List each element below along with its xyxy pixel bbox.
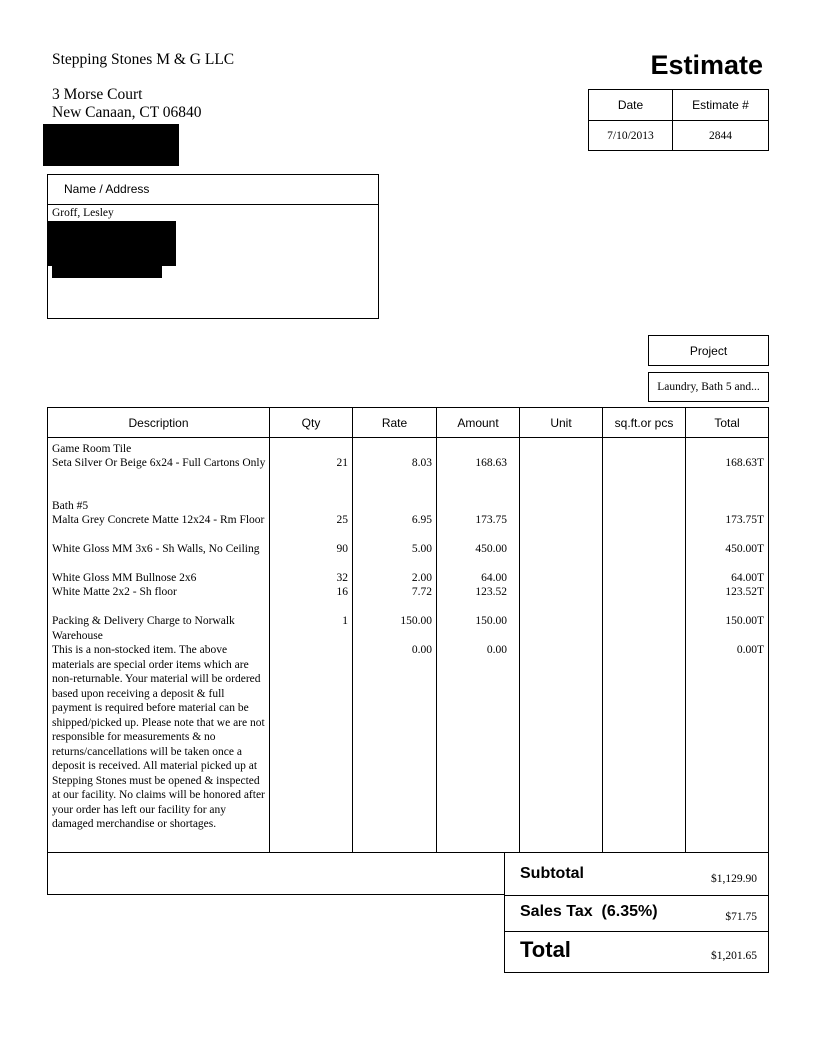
date-label: Date bbox=[617, 98, 644, 112]
header-qty: Qty bbox=[301, 416, 321, 430]
row-total: 123.52T bbox=[725, 586, 764, 598]
row-amount: 450.00 bbox=[475, 543, 507, 555]
row-rate: 150.00 bbox=[400, 615, 432, 627]
row-total: 450.00T bbox=[725, 543, 764, 555]
row-qty: 21 bbox=[336, 457, 348, 469]
row-description: This is a non-stocked item. The above materials are special order items which are non-returnable. Your material will be ordered based upon receiving a deposit & full payment is required before material can be shipped/picked up. Please note that we are not responsible for measurements & no returns/cancellations will be taken once a deposit is received. All material picked up at Stepping Stones must be opened & inspected at our facility. No claims will be honored after your order has left our facility for any damaged merchandise or shortages. bbox=[52, 644, 268, 830]
row-rate: 0.00 bbox=[411, 644, 432, 656]
row-description: White Matte 2x2 - Sh floor bbox=[52, 586, 177, 598]
row-amount: 173.75 bbox=[475, 514, 507, 526]
row-rate: 6.95 bbox=[411, 514, 432, 526]
estimate-number-label: Estimate # bbox=[692, 98, 749, 112]
sales-tax-value: $71.75 bbox=[725, 911, 757, 923]
row-total: 0.00T bbox=[736, 644, 764, 656]
row-total: 168.63T bbox=[725, 457, 764, 469]
row-qty: 1 bbox=[342, 615, 348, 627]
row-description: Bath #5 bbox=[52, 500, 89, 512]
total-value: $1,201.65 bbox=[711, 950, 757, 962]
row-total: 64.00T bbox=[731, 572, 764, 584]
row-amount: 123.52 bbox=[475, 586, 507, 598]
row-total: 150.00T bbox=[725, 615, 764, 627]
row-description: Seta Silver Or Beige 6x24 - Full Cartons Only bbox=[52, 457, 266, 469]
project-label: Project bbox=[648, 335, 769, 366]
footer-blank-box bbox=[47, 852, 505, 895]
subtotal-label: Subtotal bbox=[520, 865, 584, 882]
page-title: Estimate bbox=[650, 50, 763, 80]
row-qty: 25 bbox=[336, 514, 348, 526]
header-unit: Unit bbox=[550, 416, 572, 430]
bill-to-name: Groff, Lesley bbox=[52, 207, 114, 219]
header-sqft: sq.ft.or pcs bbox=[614, 416, 674, 430]
company-address-line1: 3 Morse Court bbox=[52, 86, 143, 103]
row-rate: 8.03 bbox=[411, 457, 432, 469]
header-amount: Amount bbox=[457, 416, 499, 430]
row-amount: 0.00 bbox=[486, 644, 507, 656]
totals-box bbox=[504, 852, 769, 973]
redacted-block bbox=[43, 124, 179, 166]
row-rate: 5.00 bbox=[411, 543, 432, 555]
date-value: 7/10/2013 bbox=[607, 129, 654, 142]
row-description: Malta Grey Concrete Matte 12x24 - Rm Floor bbox=[52, 514, 265, 526]
row-amount: 150.00 bbox=[475, 615, 507, 627]
bill-to-label: Name / Address bbox=[64, 182, 150, 196]
company-name: Stepping Stones M & G LLC bbox=[52, 51, 235, 68]
redacted-block bbox=[52, 264, 162, 278]
estimate-number-value: 2844 bbox=[709, 129, 732, 142]
row-amount: 168.63 bbox=[475, 457, 507, 469]
row-amount: 64.00 bbox=[481, 572, 507, 584]
row-qty: 16 bbox=[336, 586, 348, 598]
row-rate: 7.72 bbox=[411, 586, 432, 598]
header-total: Total bbox=[714, 416, 740, 430]
row-qty: 90 bbox=[336, 543, 348, 555]
total-label: Total bbox=[520, 937, 571, 962]
header-description: Description bbox=[128, 416, 189, 430]
project-value: Laundry, Bath 5 and... bbox=[648, 372, 769, 402]
subtotal-value: $1,129.90 bbox=[711, 873, 757, 885]
row-description: White Gloss MM 3x6 - Sh Walls, No Ceiling bbox=[52, 543, 260, 555]
header-rate: Rate bbox=[381, 416, 408, 430]
redacted-block bbox=[48, 221, 176, 266]
row-description: White Gloss MM Bullnose 2x6 bbox=[52, 572, 197, 584]
row-description: Packing & Delivery Charge to Norwalk Warehouse bbox=[52, 615, 238, 642]
row-qty: 32 bbox=[336, 572, 348, 584]
row-description: Game Room Tile bbox=[52, 443, 132, 455]
sales-tax-label: Sales Tax (6.35%) bbox=[520, 903, 658, 920]
row-rate: 2.00 bbox=[411, 572, 432, 584]
row-total: 173.75T bbox=[725, 514, 764, 526]
company-address-line2: New Canaan, CT 06840 bbox=[52, 104, 202, 121]
items-table bbox=[47, 407, 769, 853]
estimate-meta-box bbox=[588, 89, 769, 151]
